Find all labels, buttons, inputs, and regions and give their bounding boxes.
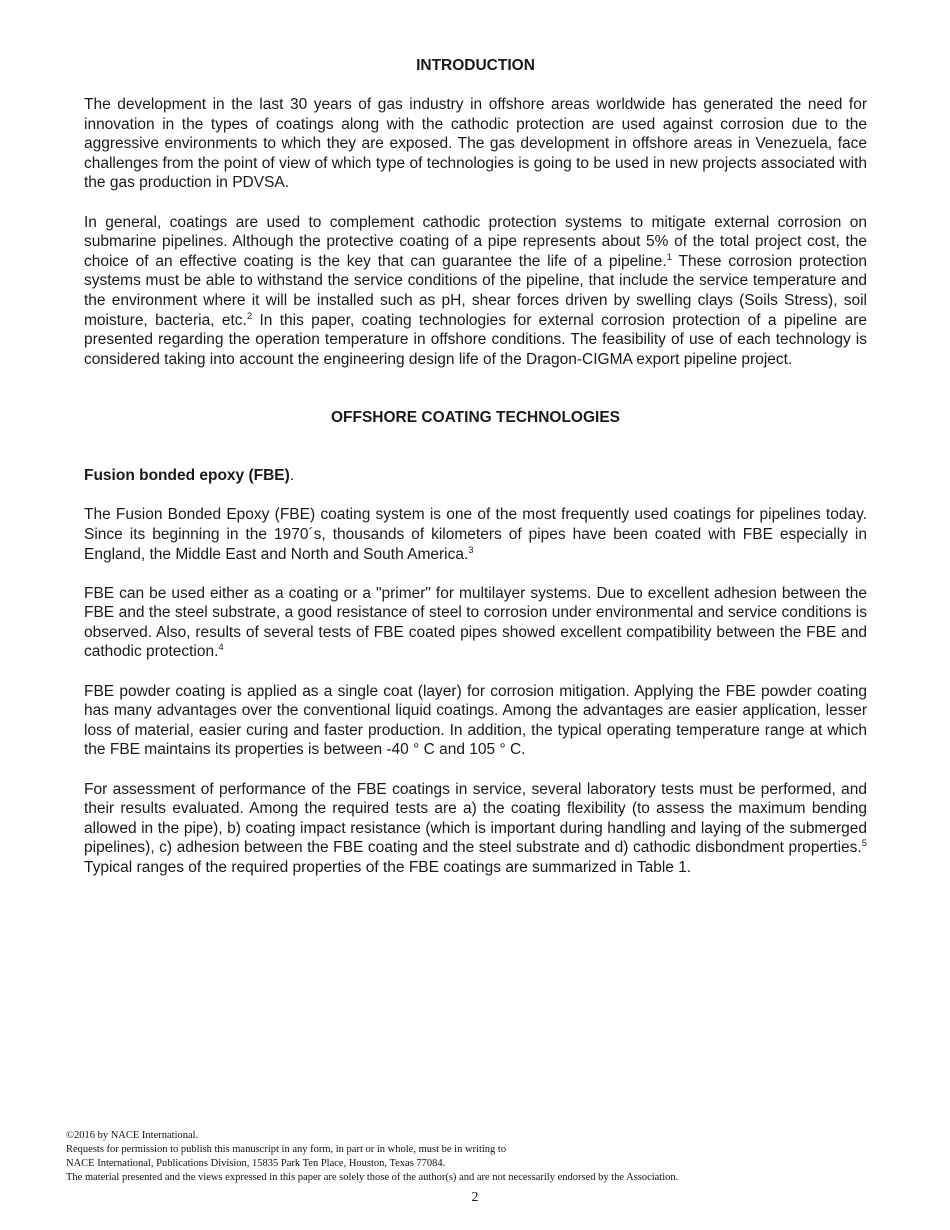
fbe-paragraph-2-text: FBE can be used either as a coating or a "primer" for multilayer systems. Due to excellent adhesion between the FBE and the steel substrate, a good resistance of steel to corrosion under environmental and service conditions is observed. Also, results of several tests of FBE coated pipes showed excellent compatibility between the FBE and cathodic protection. [84, 584, 867, 661]
reference-1: 1 [666, 251, 672, 263]
fbe-paragraph-2 [84, 584, 867, 662]
fbe-paragraph-4-part-b: Typical ranges of the required properties of the FBE coatings are summarized in Table 1. [84, 859, 692, 876]
footer-disclaimer: The material presented and the views expressed in this paper are solely those of the author(s) and are not necessarily endorsed by the Association. [66, 1172, 679, 1183]
footer-copyright: ©2016 by NACE International. [66, 1130, 199, 1141]
reference-5: 5 [861, 838, 867, 850]
fbe-subheading-punct: . [289, 467, 295, 485]
footer-address: NACE International, Publications Division, 15835 Park Ten Place, Houston, Texas 77084. [66, 1158, 446, 1169]
intro-paragraph-2 [84, 213, 867, 370]
fbe-subheading-text: Fusion bonded epoxy (FBE) [84, 467, 290, 485]
fbe-paragraph-4 [84, 780, 867, 878]
fbe-paragraph-1-text: The Fusion Bonded Epoxy (FBE) coating system is one of the most frequently used coatings for pipelines today. Since its beginning in the 1970´s, thousands of kilometers of pipes have been coated with FBE especially in England, the Middle East and North and South America. [84, 506, 867, 563]
fbe-paragraph-4-part-a: For assessment of performance of the FBE coatings in service, several laboratory tests must be performed, and their results evaluated. Among the required tests are a) the coating flexibility (to assess the maximum bending allowed in the pipe), b) coating impact resistance (which is important during handling and laying of the submerged pipelines), c) adhesion between the FBE coating and the steel substrate and d) cathodic disbondment properties. [84, 780, 867, 857]
fbe-paragraph-1 [84, 505, 867, 564]
fbe-paragraph-3: FBE powder coating is applied as a single coat (layer) for corrosion mitigation. Applying the FBE powder coating has many advantages over the conventional liquid coatings. Among the advantages are easier application, lesser loss of material, easier curing and faster production. In addition, the typical operating temperature range at which the FBE maintains its properties is between -40 ° C and 105 ° C. [84, 682, 867, 759]
page-body [84, 56, 867, 878]
intro-paragraph-2-part-a: In general, coatings are used to complement cathodic protection systems to mitigate external corrosion on submarine pipelines. Although the protective coating of a pipe represents about 5% of the total project cost, the choice of an effective coating is the key that can guarantee the life of a pipeline. [84, 213, 867, 270]
copyright-footer [66, 1129, 886, 1185]
footer-permission: Requests for permission to publish this manuscript in any form, in part or in whole, must be in writing to [66, 1144, 507, 1155]
intro-paragraph-2-part-b: These corrosion protection systems must be able to withstand the service conditions of the pipeline, that include the service temperature and the environment where it will be installed such as pH, shear forces driven by swelling clays (Soils Stress), soil moisture, bacteria, etc. [84, 252, 867, 329]
fbe-subheading [84, 466, 867, 486]
reference-3: 3 [468, 544, 474, 556]
intro-paragraph-1: The development in the last 30 years of gas industry in offshore areas worldwide has generated the need for innovation in the types of coatings along with the cathodic protection are used against corrosion due to the aggressive environments to which they are exposed. The gas development in offshore areas in Venezuela, face challenges from the point of view of which type of technologies is going to be used in new projects associated with the gas production in PDVSA. [84, 96, 867, 192]
intro-paragraph-2-part-c: In this paper, coating technologies for external corrosion protection of a pipeline are presented regarding the operation temperature in offshore conditions. The feasibility of use of each technology is considered taking into account the engineering design life of the Dragon-CIGMA export pipeline project. [84, 311, 867, 368]
reference-2: 2 [246, 310, 253, 322]
offshore-coating-heading: OFFSHORE COATING TECHNOLOGIES [330, 409, 621, 427]
introduction-heading: INTRODUCTION [416, 57, 535, 74]
page-number: 2 [471, 1190, 479, 1205]
reference-4: 4 [218, 642, 224, 654]
